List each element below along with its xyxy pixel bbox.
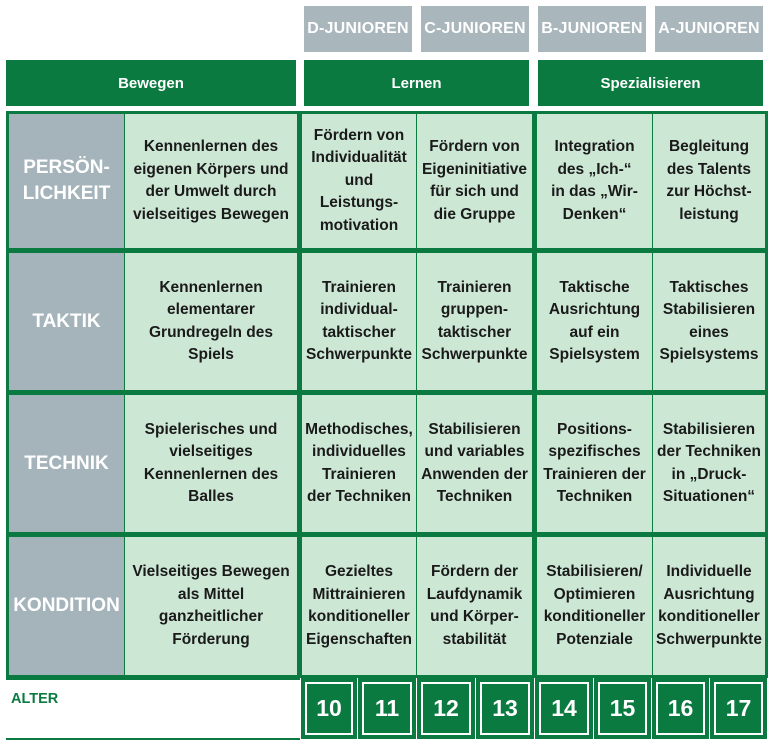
junioren-label: B-JUNIOREN <box>541 20 643 37</box>
phase-label: Spezialisieren <box>600 74 701 92</box>
row-label-text: TECHNIK <box>24 452 109 474</box>
phase-label: Bewegen <box>118 74 184 92</box>
age-frame <box>656 682 705 735</box>
cell-text: Gezieltes Mittrainieren konditioneller Eigenschaften <box>306 563 412 648</box>
alter-label <box>6 684 126 714</box>
cell-taktik-bewegen <box>125 253 297 390</box>
age-value: 10 <box>316 695 342 721</box>
row-label-text: TAKTIK <box>32 310 101 332</box>
cell-taktik-c <box>417 253 532 390</box>
row-label-persoenlichkeit <box>9 114 124 248</box>
cell-persoenlichkeit-bewegen <box>125 114 297 248</box>
cell-kondition-bewegen <box>125 537 297 675</box>
age-cell-14 <box>535 678 593 739</box>
cell-text: Stabilisieren der Techniken in „Druck- Situationen“ <box>657 420 761 505</box>
age-frame <box>598 682 647 735</box>
row-label-taktik <box>9 253 124 390</box>
cell-taktik-a <box>653 253 765 390</box>
age-cell-15 <box>594 678 651 739</box>
alter-divider <box>6 678 300 680</box>
cell-text: Spielerisches und vielseitiges Kennenlernen des Balles <box>143 420 279 505</box>
phase-header-spezialisieren <box>538 60 763 106</box>
age-value: 11 <box>374 695 400 721</box>
phase-label: Lernen <box>391 74 442 92</box>
age-cell-10 <box>301 678 357 739</box>
cell-technik-d <box>302 395 416 532</box>
age-cell-16 <box>652 678 709 739</box>
cell-text: Kennenlernen des eigenen Körpers und der Umwelt durch vielseitiges Bewegen <box>133 138 289 223</box>
age-cell-11 <box>358 678 416 739</box>
cell-text: Kennenlernen elementarer Grundregeln des Spiels <box>148 278 274 363</box>
cell-text: Integration des „Ich-“ in das „Wir- Denken“ <box>551 138 638 223</box>
age-cell-17 <box>710 678 767 739</box>
cell-persoenlichkeit-a <box>653 114 765 248</box>
junioren-label: C-JUNIOREN <box>424 20 526 37</box>
junioren-tab-a <box>655 6 763 52</box>
phase-header-lernen <box>304 60 529 106</box>
age-value: 13 <box>492 695 518 721</box>
junioren-label: A-JUNIOREN <box>658 20 760 37</box>
age-frame <box>305 682 353 735</box>
cell-technik-bewegen <box>125 395 297 532</box>
cell-text: Positions- spezifisches Trainieren der Techniken <box>543 420 646 505</box>
cell-text: Trainieren gruppen- taktischer Schwerpunkte <box>421 278 528 363</box>
age-frame <box>539 682 589 735</box>
junioren-label: D-JUNIOREN <box>307 20 409 37</box>
cell-kondition-c <box>417 537 532 675</box>
row-label-kondition <box>9 537 124 675</box>
cell-kondition-d <box>302 537 416 675</box>
cell-text: Begleitung des Talents zur Höchst- leistung <box>666 138 752 223</box>
cell-kondition-a <box>653 537 765 675</box>
cell-text: Stabilisieren und variables Anwenden der Techniken <box>421 420 528 505</box>
row-label-technik <box>9 395 124 532</box>
cell-text: Taktische Ausrichtung auf ein Spielsystem <box>548 278 641 363</box>
age-cell-13 <box>476 678 534 739</box>
cell-text: Stabilisieren/ Optimieren konditioneller Potenziale <box>543 563 646 648</box>
cell-persoenlichkeit-c <box>417 114 532 248</box>
row-label-text: PERSÖN- LICHKEIT <box>22 157 111 204</box>
cell-taktik-b <box>537 253 652 390</box>
age-cell-12 <box>417 678 475 739</box>
junioren-tab-d <box>304 6 412 52</box>
cell-technik-c <box>417 395 532 532</box>
age-value: 14 <box>551 695 577 721</box>
cell-technik-a <box>653 395 765 532</box>
cell-text: Taktisches Stabilisieren eines Spielsystems <box>659 278 759 363</box>
alter-label-text: ALTER <box>11 691 59 707</box>
age-frame <box>362 682 412 735</box>
age-value: 16 <box>667 695 694 721</box>
cell-taktik-d <box>302 253 416 390</box>
cell-technik-b <box>537 395 652 532</box>
cell-text: Fördern von Individualität und Leistungs- motivation <box>311 126 407 234</box>
junioren-tab-b <box>538 6 646 52</box>
age-value: 17 <box>725 695 752 721</box>
cell-text: Vielseitiges Bewegen als Mittel ganzheitlicher Förderung <box>132 563 290 648</box>
junioren-tab-c <box>421 6 529 52</box>
age-frame <box>714 682 763 735</box>
age-value: 15 <box>609 695 636 721</box>
cell-persoenlichkeit-d <box>302 114 416 248</box>
cell-text: Fördern der Laufdynamik und Körper- stabilität <box>426 563 523 648</box>
alter-divider-bottom <box>6 738 300 740</box>
row-label-text: KONDITION <box>13 595 120 616</box>
cell-text: Methodisches, individuelles Trainieren der Techniken <box>305 420 413 505</box>
cell-text: Fördern von Eigeninitiative für sich und die Gruppe <box>421 138 528 223</box>
cell-text: Trainieren individual- taktischer Schwerpunkte <box>306 278 412 363</box>
cell-kondition-b <box>537 537 652 675</box>
phase-header-bewegen <box>6 60 296 106</box>
age-frame <box>421 682 471 735</box>
age-frame <box>480 682 530 735</box>
age-value: 12 <box>433 695 459 721</box>
cell-text: Individuelle Ausrichtung konditioneller Schwerpunkte <box>656 563 762 648</box>
cell-persoenlichkeit-b <box>537 114 652 248</box>
